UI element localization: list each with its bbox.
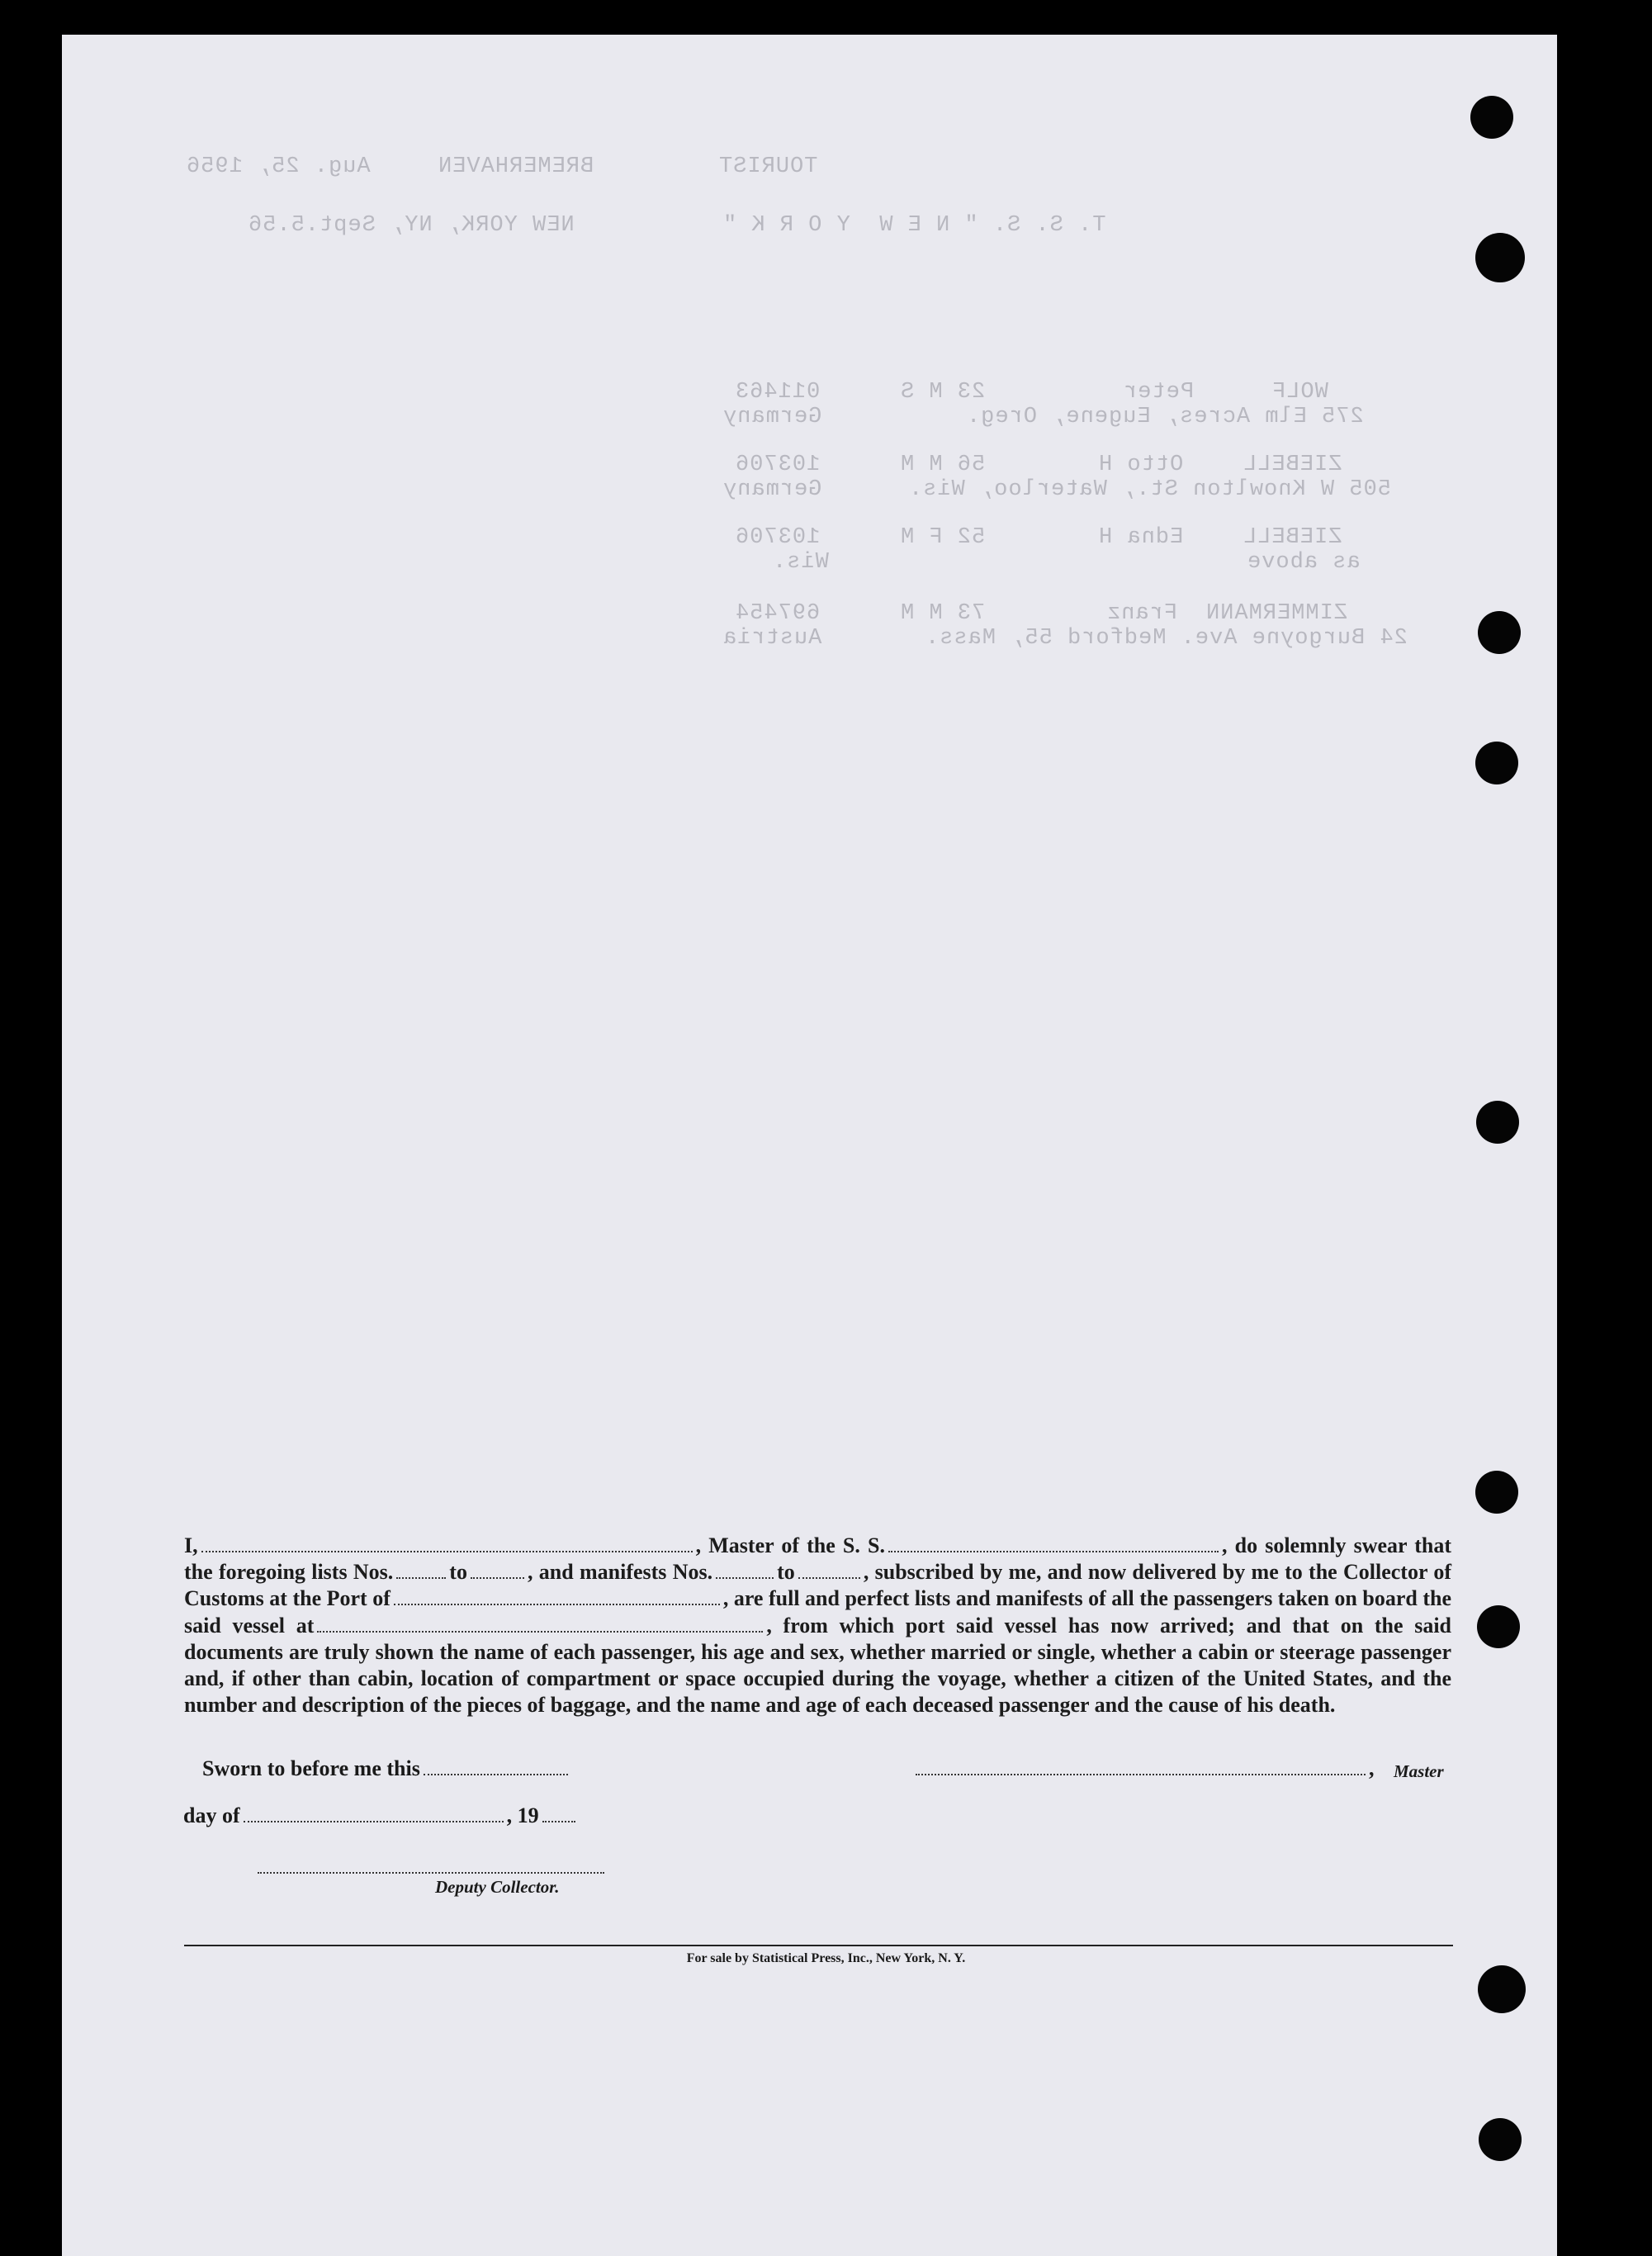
bleed-passenger-country: Wis. — [772, 550, 829, 575]
manifests-from-field[interactable] — [716, 1576, 774, 1579]
oath-do-solemnly: , do solemnly — [1221, 1533, 1347, 1557]
punch-hole — [1476, 1101, 1519, 1144]
day-of-field[interactable] — [244, 1820, 504, 1822]
bleed-line-2a: T. S. S. " N E W Y O R K " — [722, 213, 1106, 238]
bleed-passenger-country: Germany — [722, 477, 822, 502]
bleed-line-1a: TOURIST — [718, 154, 818, 179]
oath-subscribed: , subscribed by me, and now — [863, 1560, 1127, 1585]
master-name-field[interactable] — [201, 1550, 693, 1552]
bleed-passenger-agesex: 23 M S — [900, 380, 986, 405]
oath-master-of: , Master of the S. S. — [695, 1533, 885, 1557]
bleed-passenger-name: WOLF — [1271, 380, 1328, 405]
manifests-to-field[interactable] — [798, 1576, 860, 1579]
bleed-passenger-given: Peter — [1123, 380, 1195, 405]
punch-hole — [1470, 96, 1513, 139]
document-page — [62, 35, 1557, 2256]
deputy-signature-line — [254, 1855, 608, 1879]
punch-hole — [1479, 2118, 1522, 2161]
bleed-passenger-agesex: 52 F M — [900, 525, 986, 550]
oath-swear: swear that the foregoing lists Nos. — [184, 1533, 1452, 1585]
bleed-passenger-name: ZIEBELL — [1243, 525, 1342, 550]
bleed-line-1b: BREMERHAVEN — [438, 154, 594, 179]
port-field[interactable] — [394, 1603, 720, 1605]
oath-i: I, — [184, 1533, 198, 1557]
bleed-passenger-given: Franz — [1106, 601, 1178, 626]
bleed-passenger-country: Germany — [722, 405, 822, 429]
punch-hole — [1475, 742, 1518, 784]
bleed-line-2b: NEW YORK, NY, Sept.5.56 — [248, 213, 575, 238]
master-signature-field[interactable] — [916, 1773, 1366, 1775]
punch-hole — [1478, 1965, 1526, 2013]
punch-hole — [1475, 233, 1525, 282]
bleed-passenger-number: 011463 — [735, 380, 821, 405]
punch-hole — [1477, 1605, 1520, 1648]
deputy-collector-label: Deputy Collector. — [435, 1877, 560, 1897]
punch-hole — [1475, 1471, 1518, 1514]
oath-manifests-all: manifests of all the passengers taken on board the said vessel at — [184, 1586, 1452, 1637]
oath-delivered: delivered by me to the Collector of Customs at the Port of — [184, 1560, 1452, 1611]
bleed-passenger-country: Austria — [722, 626, 822, 651]
sworn-label: Sworn to before me this — [202, 1756, 420, 1780]
master-signature-line: , — [912, 1756, 1375, 1781]
bleed-passenger-number: 697454 — [735, 601, 821, 626]
year-prefix: , 19 — [506, 1803, 539, 1827]
oath-rest: port said vessel has now arrived; and that on the said documents are truly shown the name of each passenger, his age and sex, whether married or single, whether a cabin or steerage passenger and, if other than cabin, location of compartment or space occupied during the voyage, whether a citizen of the United States, and the number and description of the pieces of baggage, and the name and age of each deceased passenger and the cause of his death. — [184, 1613, 1451, 1718]
bleed-passenger-agesex: 73 M M — [900, 601, 986, 626]
oath-paragraph — [184, 1533, 1451, 1718]
sworn-line — [202, 1756, 571, 1781]
bleed-passenger-number: 103706 — [735, 453, 821, 477]
sworn-date-field[interactable] — [424, 1773, 568, 1775]
bleed-passenger-name: ZIEBELL — [1243, 453, 1342, 477]
bleed-passenger-agesex: 56 M M — [900, 453, 986, 477]
oath-from-which: , from which — [766, 1613, 895, 1637]
bleed-passenger-addr: 505 W Knowlton St., Waterloo, Wis. — [908, 477, 1391, 502]
punch-hole — [1478, 611, 1521, 654]
bleed-line-1c: Aug. 25, 1956 — [186, 154, 371, 179]
bleed-passenger-given: Otto H — [1098, 453, 1184, 477]
bleed-passenger-addr: 275 Elm Acres, Eugene, Oreg. — [966, 405, 1364, 429]
lists-from-field[interactable] — [396, 1576, 446, 1579]
vessel-at-field[interactable] — [317, 1630, 763, 1633]
bleed-passenger-given: Edna H — [1098, 525, 1184, 550]
vessel-name-field[interactable] — [888, 1550, 1219, 1552]
lists-to-field[interactable] — [471, 1576, 524, 1579]
master-label: Master — [1394, 1761, 1444, 1781]
oath-manifests: , and manifests Nos. — [527, 1560, 713, 1585]
deputy-signature-field[interactable] — [258, 1871, 604, 1874]
oath-to-1: to — [449, 1560, 467, 1585]
oath-are-full: , are full and perfect lists and — [722, 1586, 991, 1611]
bleed-passenger-name: ZIMMERMANN — [1205, 601, 1348, 626]
printer-footer: For sale by Statistical Press, Inc., New York, N. Y. — [686, 1951, 966, 1965]
bleed-passenger-addr: 24 Burgoyne Ave. Medford 55, Mass. — [925, 626, 1408, 651]
year-field[interactable] — [542, 1820, 575, 1822]
bleed-passenger-addr: as above — [1247, 550, 1361, 575]
day-of-line — [183, 1803, 579, 1828]
footer-rule — [184, 1945, 1453, 1946]
day-of-label: day of — [183, 1803, 240, 1827]
bleed-passenger-number: 103706 — [735, 525, 821, 550]
oath-to-2: to — [777, 1560, 795, 1585]
